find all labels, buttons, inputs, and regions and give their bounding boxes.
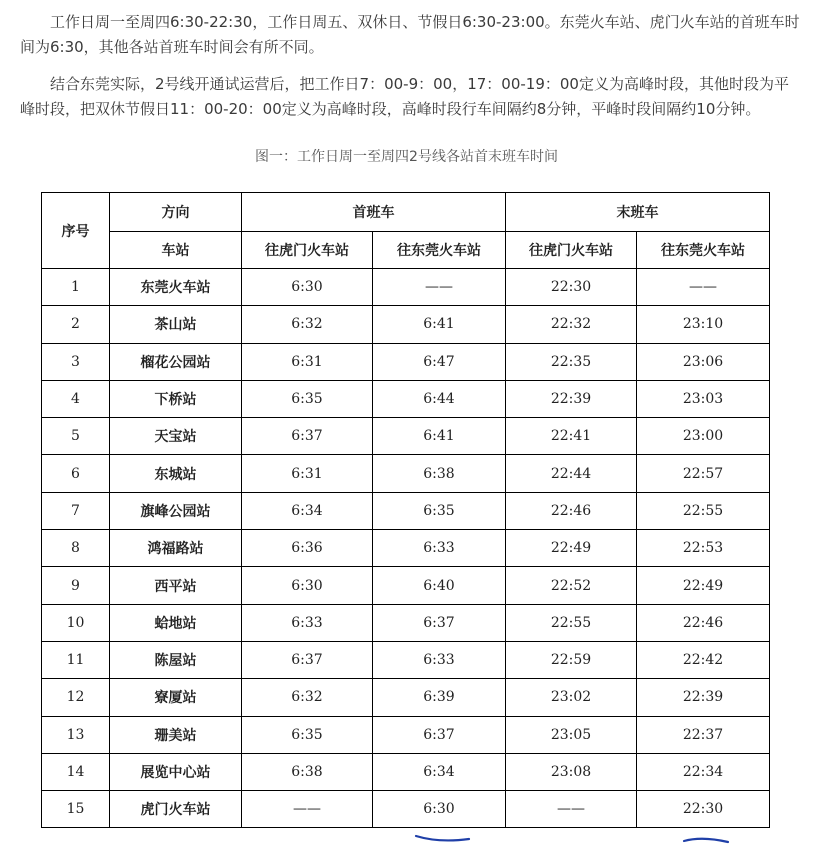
cell-last-to-humen: 22:39 [506, 380, 637, 417]
cell-last-to-dongguan: 22:37 [637, 716, 770, 753]
cell-first-to-humen: 6:38 [242, 753, 373, 790]
cell-first-to-dongguan: 6:37 [373, 604, 506, 641]
cell-first-to-dongguan: 6:39 [373, 679, 506, 716]
cell-first-to-dongguan: 6:34 [373, 753, 506, 790]
header-first-to-dongguan: 往东莞火车站 [373, 232, 506, 269]
timetable-body [42, 269, 770, 828]
cell-first-to-dongguan: 6:38 [373, 455, 506, 492]
table-row [42, 269, 770, 306]
cell-last-to-humen: 22:52 [506, 567, 637, 604]
cell-first-to-dongguan: 6:35 [373, 492, 506, 529]
cell-last-to-dongguan: 23:00 [637, 418, 770, 455]
cell-seq: 11 [42, 641, 110, 678]
cell-last-to-humen: 22:32 [506, 306, 637, 343]
cell-station: 东城站 [110, 455, 242, 492]
cell-first-to-dongguan: 6:30 [373, 791, 506, 828]
cell-first-to-dongguan: 6:41 [373, 418, 506, 455]
cell-first-to-dongguan: 6:37 [373, 716, 506, 753]
cell-last-to-dongguan: 22:57 [637, 455, 770, 492]
cell-last-to-dongguan: 22:30 [637, 791, 770, 828]
timetable [41, 192, 770, 828]
cell-first-to-humen: 6:31 [242, 343, 373, 380]
table-row [42, 306, 770, 343]
table-row [42, 455, 770, 492]
cell-last-to-humen: 22:30 [506, 269, 637, 306]
table-row [42, 418, 770, 455]
cell-first-to-humen: 6:30 [242, 567, 373, 604]
header-direction: 方向 [110, 193, 242, 232]
cell-station: 茶山站 [110, 306, 242, 343]
table-row [42, 716, 770, 753]
cell-last-to-humen: 22:41 [506, 418, 637, 455]
cell-seq: 7 [42, 492, 110, 529]
cell-last-to-humen: 22:35 [506, 343, 637, 380]
cell-last-to-dongguan: 22:49 [637, 567, 770, 604]
cell-first-to-humen: 6:33 [242, 604, 373, 641]
cell-last-to-humen: 22:55 [506, 604, 637, 641]
cell-first-to-humen: 6:35 [242, 380, 373, 417]
cell-seq: 3 [42, 343, 110, 380]
cell-first-to-humen: 6:31 [242, 455, 373, 492]
cell-last-to-dongguan: 22:39 [637, 679, 770, 716]
cell-last-to-humen: 22:49 [506, 530, 637, 567]
cell-first-to-dongguan: 6:33 [373, 530, 506, 567]
table-caption: 图一：工作日周一至周四2号线各站首末班车时间 [255, 149, 558, 165]
cell-last-to-humen: 22:44 [506, 455, 637, 492]
cell-first-to-humen: 6:37 [242, 641, 373, 678]
table-row [42, 380, 770, 417]
table-row [42, 791, 770, 828]
cell-first-to-humen: 6:35 [242, 716, 373, 753]
header-last-to-humen: 往虎门火车站 [506, 232, 637, 269]
table-row [42, 604, 770, 641]
pen-underline-last [682, 832, 732, 848]
cell-last-to-dongguan: 23:06 [637, 343, 770, 380]
cell-last-to-dongguan: 22:42 [637, 641, 770, 678]
cell-first-to-humen: 6:36 [242, 530, 373, 567]
cell-seq: 1 [42, 269, 110, 306]
cell-last-to-dongguan: 22:34 [637, 753, 770, 790]
cell-last-to-humen: 22:59 [506, 641, 637, 678]
cell-seq: 15 [42, 791, 110, 828]
table-row [42, 530, 770, 567]
cell-seq: 6 [42, 455, 110, 492]
cell-first-to-humen: 6:30 [242, 269, 373, 306]
cell-first-to-dongguan: —— [373, 269, 506, 306]
cell-last-to-dongguan: —— [637, 269, 770, 306]
cell-station: 西平站 [110, 567, 242, 604]
pen-underline-first [414, 830, 474, 846]
header-seq: 序号 [42, 193, 110, 269]
peak-hours-paragraph: 结合东莞实际，2号线开通试运营后，把工作日7：00-9：00，17：00-19：00定义为高峰时段，其他时段为平峰时段，把双休节假日11：00-20：00定义为高峰时段，高峰时段行车间隔约8分钟，平峰时段间隔约10分钟。 [20, 75, 789, 118]
intro-paragraph: 工作日周一至周四6:30-22:30，工作日周五、双休日、节假日6:30-23:00。东莞火车站、虎门火车站的首班车时间为6:30，其他各站首班车时间会有所不同。 [20, 13, 800, 56]
cell-first-to-dongguan: 6:47 [373, 343, 506, 380]
cell-seq: 2 [42, 306, 110, 343]
table-row [42, 492, 770, 529]
cell-seq: 9 [42, 567, 110, 604]
cell-last-to-dongguan: 22:46 [637, 604, 770, 641]
cell-station: 鸿福路站 [110, 530, 242, 567]
header-last-train: 末班车 [506, 193, 770, 232]
cell-first-to-dongguan: 6:40 [373, 567, 506, 604]
cell-last-to-humen: 23:08 [506, 753, 637, 790]
cell-last-to-dongguan: 22:55 [637, 492, 770, 529]
header-first-train: 首班车 [242, 193, 506, 232]
cell-seq: 8 [42, 530, 110, 567]
cell-seq: 10 [42, 604, 110, 641]
cell-station: 珊美站 [110, 716, 242, 753]
cell-last-to-dongguan: 22:53 [637, 530, 770, 567]
cell-last-to-humen: —— [506, 791, 637, 828]
cell-station: 榴花公园站 [110, 343, 242, 380]
cell-last-to-humen: 22:46 [506, 492, 637, 529]
cell-last-to-humen: 23:05 [506, 716, 637, 753]
header-first-to-humen: 往虎门火车站 [242, 232, 373, 269]
cell-station: 展览中心站 [110, 753, 242, 790]
cell-station: 虎门火车站 [110, 791, 242, 828]
cell-first-to-humen: 6:32 [242, 306, 373, 343]
cell-station: 天宝站 [110, 418, 242, 455]
cell-first-to-humen: 6:34 [242, 492, 373, 529]
cell-station: 蛤地站 [110, 604, 242, 641]
cell-last-to-dongguan: 23:10 [637, 306, 770, 343]
cell-station: 东莞火车站 [110, 269, 242, 306]
table-row [42, 641, 770, 678]
cell-seq: 12 [42, 679, 110, 716]
cell-first-to-dongguan: 6:41 [373, 306, 506, 343]
cell-first-to-humen: —— [242, 791, 373, 828]
table-row [42, 567, 770, 604]
cell-first-to-humen: 6:37 [242, 418, 373, 455]
cell-station: 寮厦站 [110, 679, 242, 716]
cell-seq: 13 [42, 716, 110, 753]
cell-first-to-dongguan: 6:44 [373, 380, 506, 417]
cell-seq: 14 [42, 753, 110, 790]
cell-station: 下桥站 [110, 380, 242, 417]
header-last-to-dongguan: 往东莞火车站 [637, 232, 770, 269]
cell-station: 旗峰公园站 [110, 492, 242, 529]
cell-station: 陈屋站 [110, 641, 242, 678]
table-row [42, 753, 770, 790]
cell-seq: 5 [42, 418, 110, 455]
cell-first-to-dongguan: 6:33 [373, 641, 506, 678]
table-row [42, 343, 770, 380]
cell-last-to-dongguan: 23:03 [637, 380, 770, 417]
cell-seq: 4 [42, 380, 110, 417]
table-row [42, 679, 770, 716]
header-station: 车站 [110, 232, 242, 269]
cell-first-to-humen: 6:32 [242, 679, 373, 716]
cell-last-to-humen: 23:02 [506, 679, 637, 716]
